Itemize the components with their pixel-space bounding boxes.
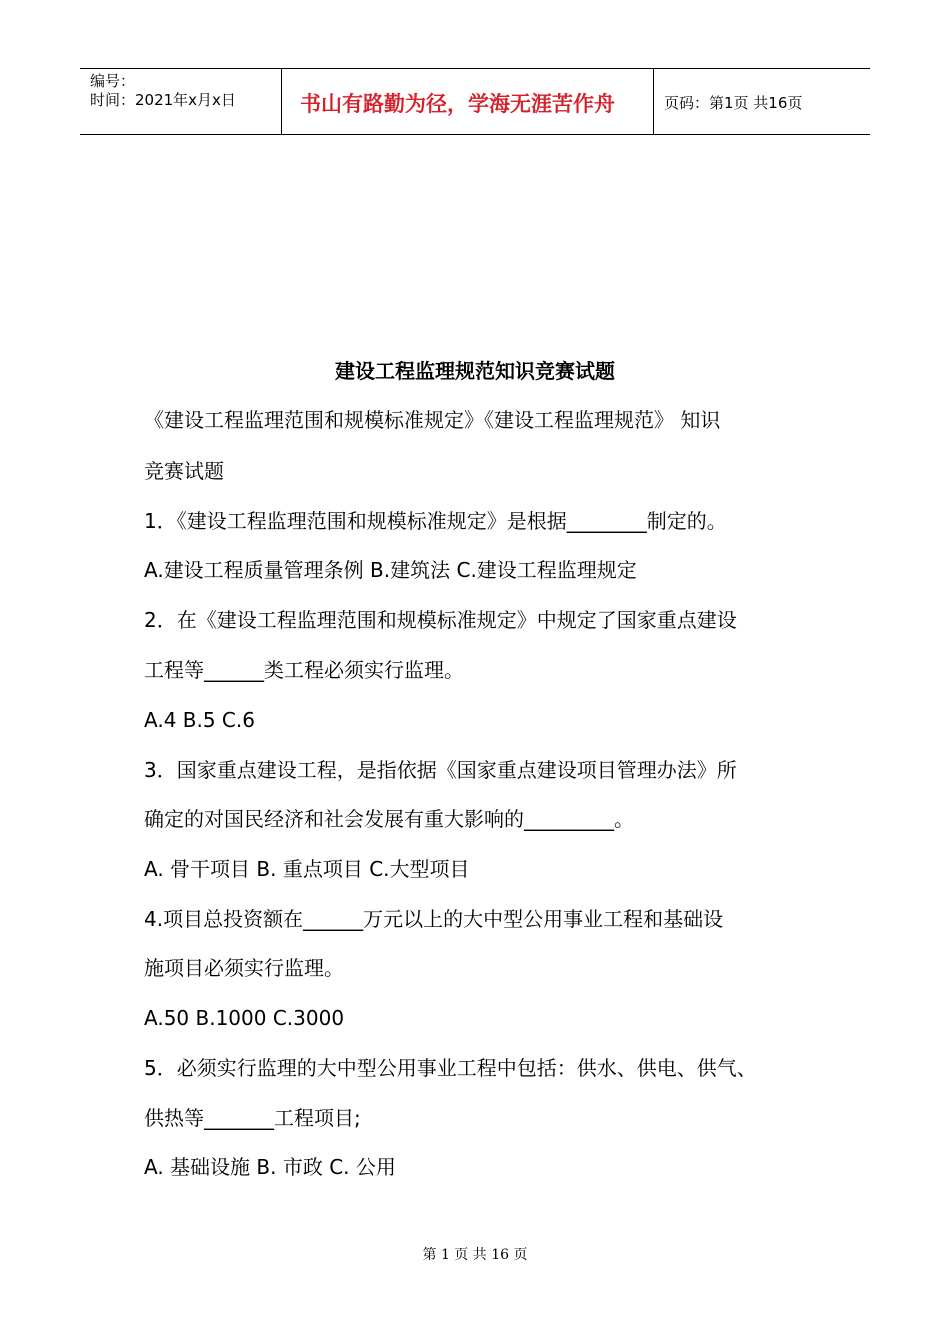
question-3: 3．国家重点建设工程，是指依据《国家重点建设项目管理办法》所 [144,758,737,782]
question-5-cont: 供热等_______工程项目; [144,1106,361,1130]
document-title: 建设工程监理规范知识竞赛试题 [335,359,615,383]
question-5-options: A. 基础设施 B. 市政 C. 公用 [144,1155,396,1179]
body-line: 竞赛试题 [144,459,224,483]
question-2-cont: 工程等______类工程必须实行监理。 [144,658,464,682]
question-1: 1．《建设工程监理范围和规模标准规定》是根据________制定的。 [144,509,727,533]
body-line: 《建设工程监理范围和规模标准规定》《建设工程监理规范》 知识 [144,408,721,432]
question-2: 2．在《建设工程监理范围和规模标准规定》中规定了国家重点建设 [144,608,737,632]
question-1-options: A.建设工程质量管理条例 B.建筑法 C.建设工程监理规定 [144,558,637,582]
header-motto-cell [282,69,654,134]
time-label: 时间：2021年x月x日 [90,91,236,109]
question-5: 5．必须实行监理的大中型公用事业工程中包括：供水、供电、供气、 [144,1056,757,1080]
page-header [80,68,870,135]
question-4-options: A.50 B.1000 C.3000 [144,1006,345,1030]
page-footer: 第 1 页 共 16 页 [422,1247,528,1263]
question-3-cont: 确定的对国民经济和社会发展有重大影响的_________。 [144,807,634,831]
header-motto: 书山有路勤为径，学海无涯苦作舟 [300,91,615,116]
serial-label: 编号： [90,72,136,90]
question-3-options: A. 骨干项目 B. 重点项目 C.大型项目 [144,857,470,881]
question-2-options: A.4 B.5 C.6 [144,708,255,732]
header-page-info: 页码：第1页 共16页 [664,94,803,112]
question-4-cont: 施项目必须实行监理。 [144,956,344,980]
question-4: 4.项目总投资额在______万元以上的大中型公用事业工程和基础设 [144,907,724,931]
header-page-cell [654,69,870,134]
header-meta-cell [80,69,282,134]
